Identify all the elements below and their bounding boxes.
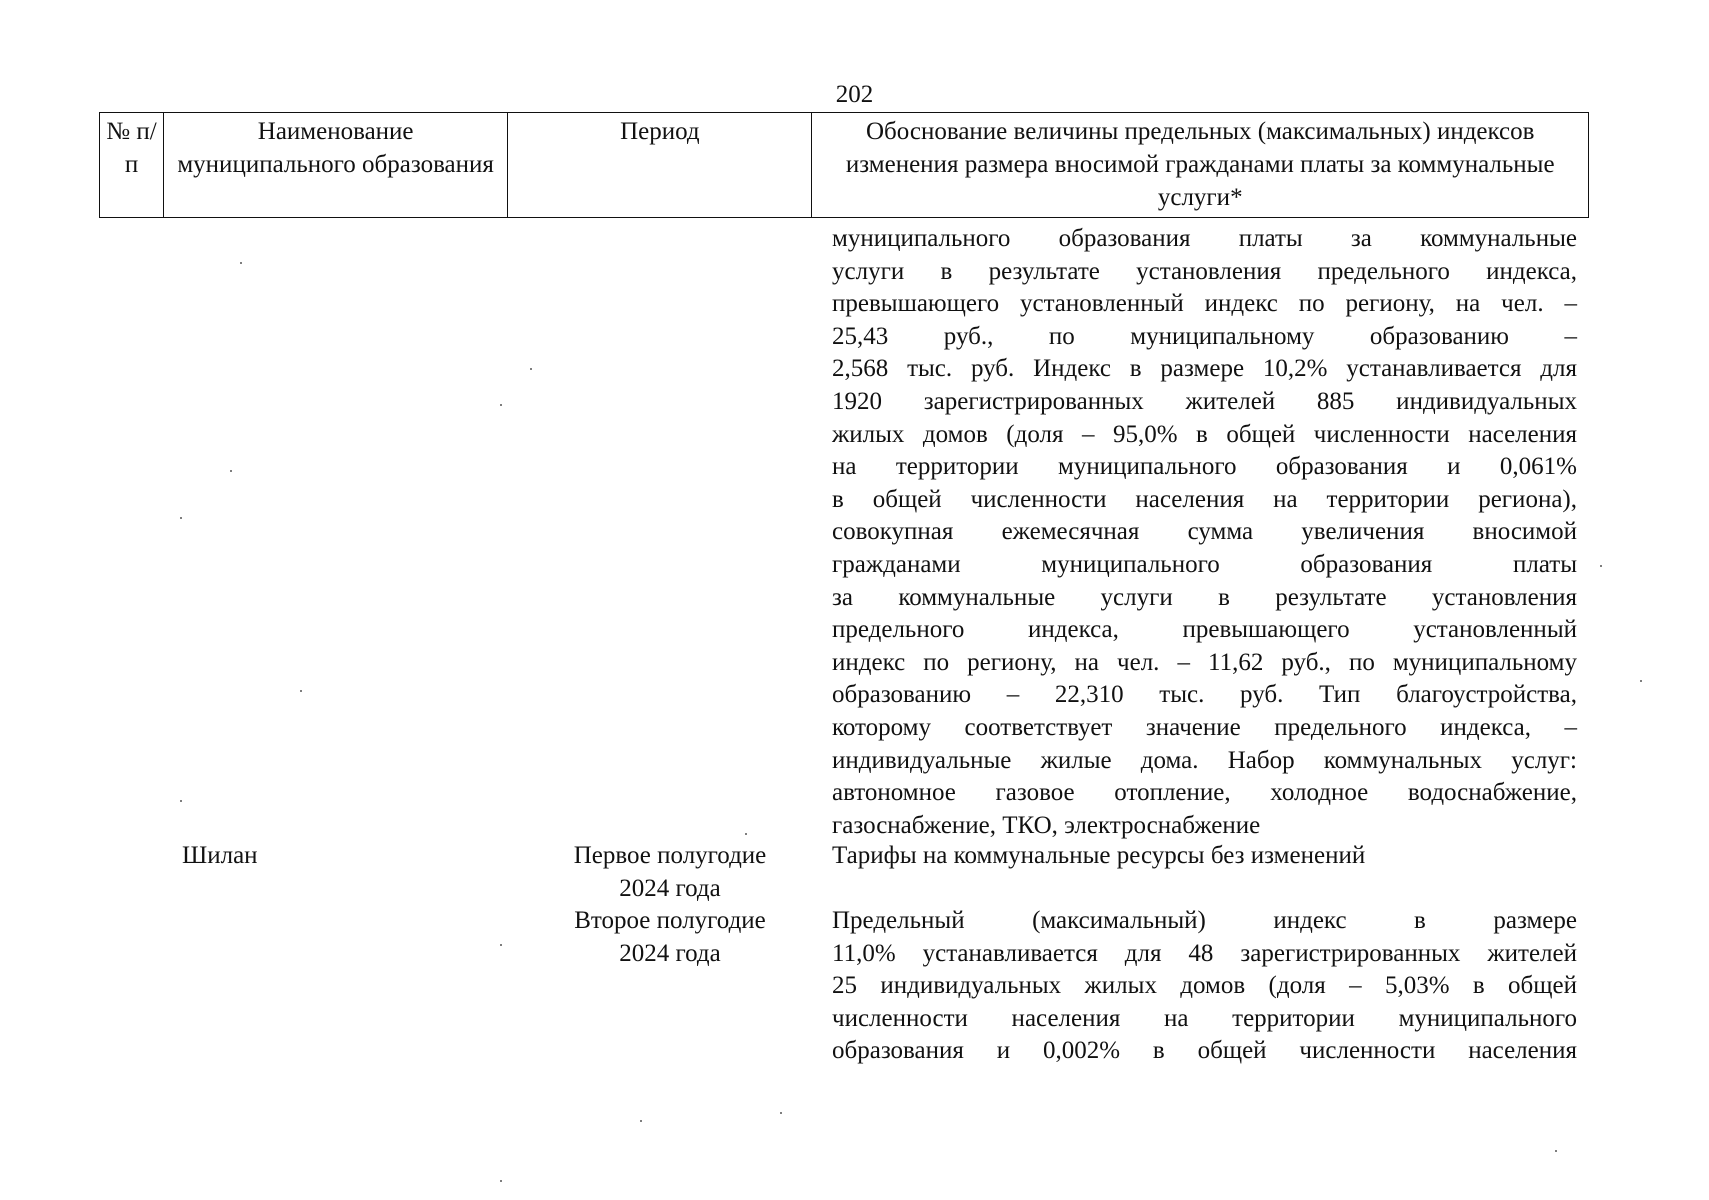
text-line: численности населения на территории муниципального (832, 1004, 1577, 1032)
text-line: на территории муниципального образования и 0,061% (832, 453, 1577, 481)
text-line: индивидуальные жилые дома. Набор коммунальных услуг: (832, 746, 1577, 774)
scan-speck (1555, 1150, 1557, 1152)
text-line: 11,0% устанавливается для 48 зарегистрированных жителей (832, 939, 1577, 967)
period-second-half (518, 905, 822, 970)
scan-speck (240, 262, 242, 264)
period-first-half (518, 840, 822, 905)
text-line: Предельный (максимальный) индекс в размере (832, 907, 1577, 934)
text-line: образованию – 22,310 тыс. руб. Тип благоустройства, (832, 681, 1577, 709)
text-line: гражданами муниципального образования платы (832, 550, 1577, 578)
page-number: 202 (835, 81, 874, 108)
scan-speck (180, 517, 182, 519)
text-line: муниципального образования платы за коммунальные (832, 225, 1577, 252)
period-first-half-line-2: 2024 года (619, 874, 721, 902)
scan-speck (780, 1112, 782, 1114)
scan-speck (180, 800, 182, 802)
text-line: автономное газовое отопление, холодное водоснабжение, (832, 779, 1577, 807)
header-cell-municipality: Наименование муниципального образования (164, 113, 508, 218)
text-line: газоснабжение, ТКО, электроснабжение (832, 811, 1261, 839)
text-line: жилых домов (доля – 95,0% в общей численности населения (832, 420, 1577, 448)
text-line: предельного индекса, превышающего установленный (832, 616, 1577, 644)
period-second-half-line-2: 2024 года (619, 939, 721, 967)
scan-speck (500, 404, 502, 406)
text-line: услуги в результате установления предельного индекса, (832, 257, 1577, 285)
text-line: образования и 0,002% в общей численности населения (832, 1037, 1577, 1065)
scan-speck (1640, 680, 1642, 682)
scan-speck (745, 833, 747, 835)
municipality-name: Шилан (182, 842, 258, 869)
scan-speck (530, 368, 532, 370)
index-justification-text (832, 905, 1577, 1068)
period-second-half-line-1: Второе полугодие (574, 907, 766, 934)
text-line: за коммунальные услуги в результате установления (832, 583, 1577, 611)
scan-speck (300, 690, 302, 692)
scan-speck (500, 1180, 502, 1182)
text-line: в общей численности населения на территории региона), (832, 485, 1577, 513)
header-cell-justification: Обоснование величины предельных (максимальных) индексов изменения размера вносимой гражданами платы за коммунальные услуги* (812, 113, 1589, 218)
table-header (99, 112, 1589, 218)
text-line: совокупная ежемесячная сумма увеличения вносимой (832, 518, 1577, 546)
scan-speck (640, 1120, 642, 1122)
text-line: 2,568 тыс. руб. Индекс в размере 10,2% устанавливается для (832, 355, 1577, 383)
text-line: которому соответствует значение предельного индекса, – (832, 713, 1577, 741)
header-cell-period: Период (508, 113, 812, 218)
period-first-half-line-1: Первое полугодие (573, 842, 767, 869)
text-line: превышающего установленный индекс по региону, на чел. – (832, 290, 1577, 318)
scan-speck (230, 470, 232, 472)
header-cell-number: № п/п (100, 113, 164, 218)
scan-speck (1600, 565, 1602, 567)
tariff-unchanged-text: Тарифы на коммунальные ресурсы без изменений (832, 842, 1366, 869)
text-line: 25,43 руб., по муниципальному образованию – (832, 322, 1577, 350)
text-line: индекс по региону, на чел. – 11,62 руб., по муниципальному (832, 648, 1577, 676)
continued-justification-text (832, 223, 1577, 842)
text-line: 25 индивидуальных жилых домов (доля – 5,03% в общей (832, 972, 1577, 1000)
text-line: 1920 зарегистрированных жителей 885 индивидуальных (832, 387, 1577, 415)
scan-speck (500, 944, 502, 946)
